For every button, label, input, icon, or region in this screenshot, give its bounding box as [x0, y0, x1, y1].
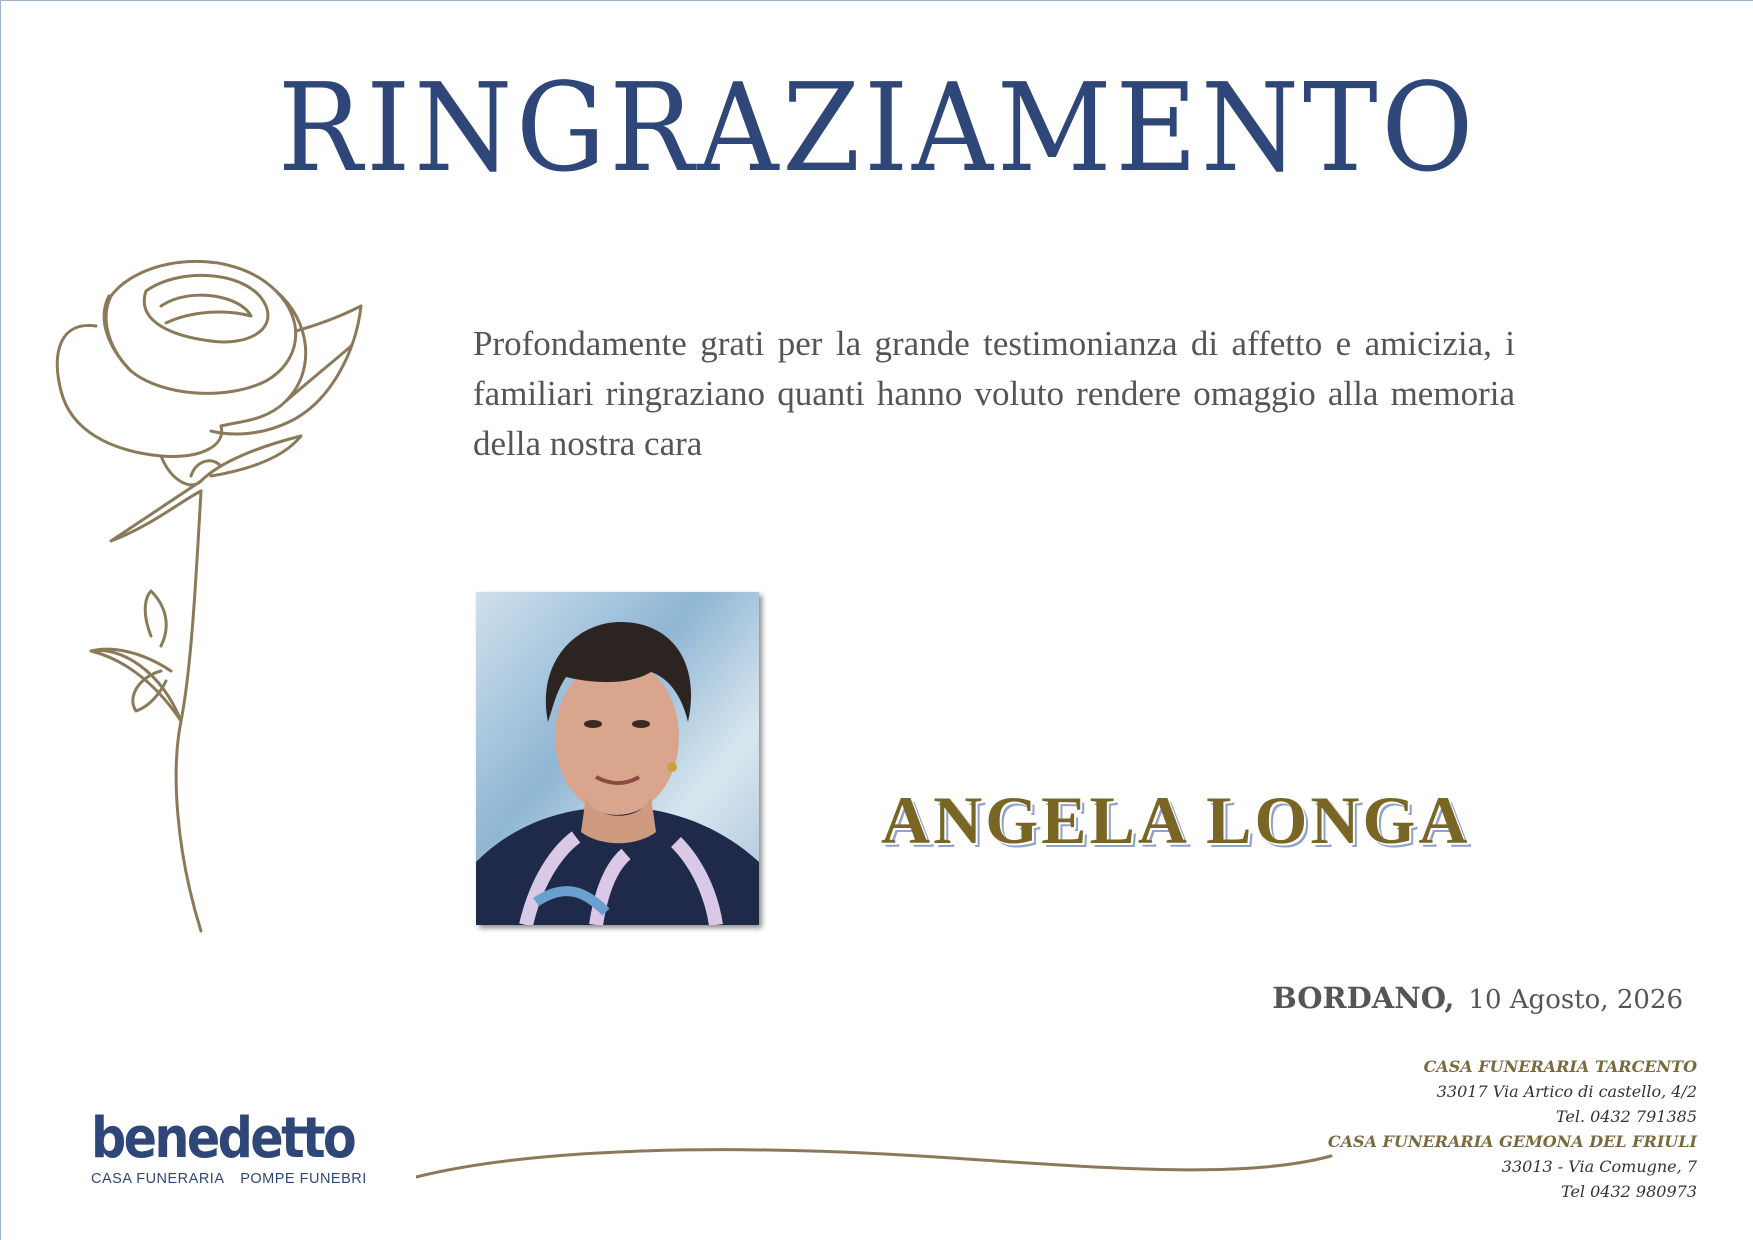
- dateline: [1272, 981, 1683, 1015]
- office-address: 33013 - Via Comugne, 7: [1501, 1157, 1697, 1176]
- logo-wordmark: benedetto: [91, 1106, 355, 1171]
- portrait-photo: [476, 592, 759, 925]
- contacts-block: [1328, 1054, 1697, 1204]
- message-text: Profondamente grati per la grande testimonianza di affetto e amicizia, i familiari ringraziano quanti hanno voluto rendere omaggio alla memoria della nostra cara: [473, 324, 1515, 463]
- date-text: 10 Agosto, 2026: [1468, 985, 1683, 1015]
- page-title: RINGRAZIAMENTO: [277, 57, 1478, 199]
- logo-tagline: [91, 1171, 390, 1187]
- office-phone: Tel 0432 980973: [1561, 1182, 1697, 1201]
- brand-logo: [91, 1106, 390, 1187]
- deceased-name: ANGELA LONGA: [881, 782, 1471, 858]
- town-name: BORDANO,: [1272, 981, 1455, 1015]
- logo-sub-1: CASA FUNERARIA: [91, 1171, 224, 1187]
- office-address: 33017 Via Artico di castello, 4/2: [1436, 1082, 1697, 1101]
- office-name: CASA FUNERARIA TARCENTO: [1423, 1057, 1697, 1076]
- swoosh-line: [416, 1139, 1336, 1189]
- logo-sub-2: POMPE FUNEBRI: [240, 1171, 367, 1187]
- office-phone: Tel. 0432 791385: [1555, 1107, 1697, 1126]
- portrait-image: [476, 592, 759, 925]
- rose-icon: [51, 251, 401, 1051]
- office-name: CASA FUNERARIA GEMONA DEL FRIULI: [1327, 1132, 1697, 1151]
